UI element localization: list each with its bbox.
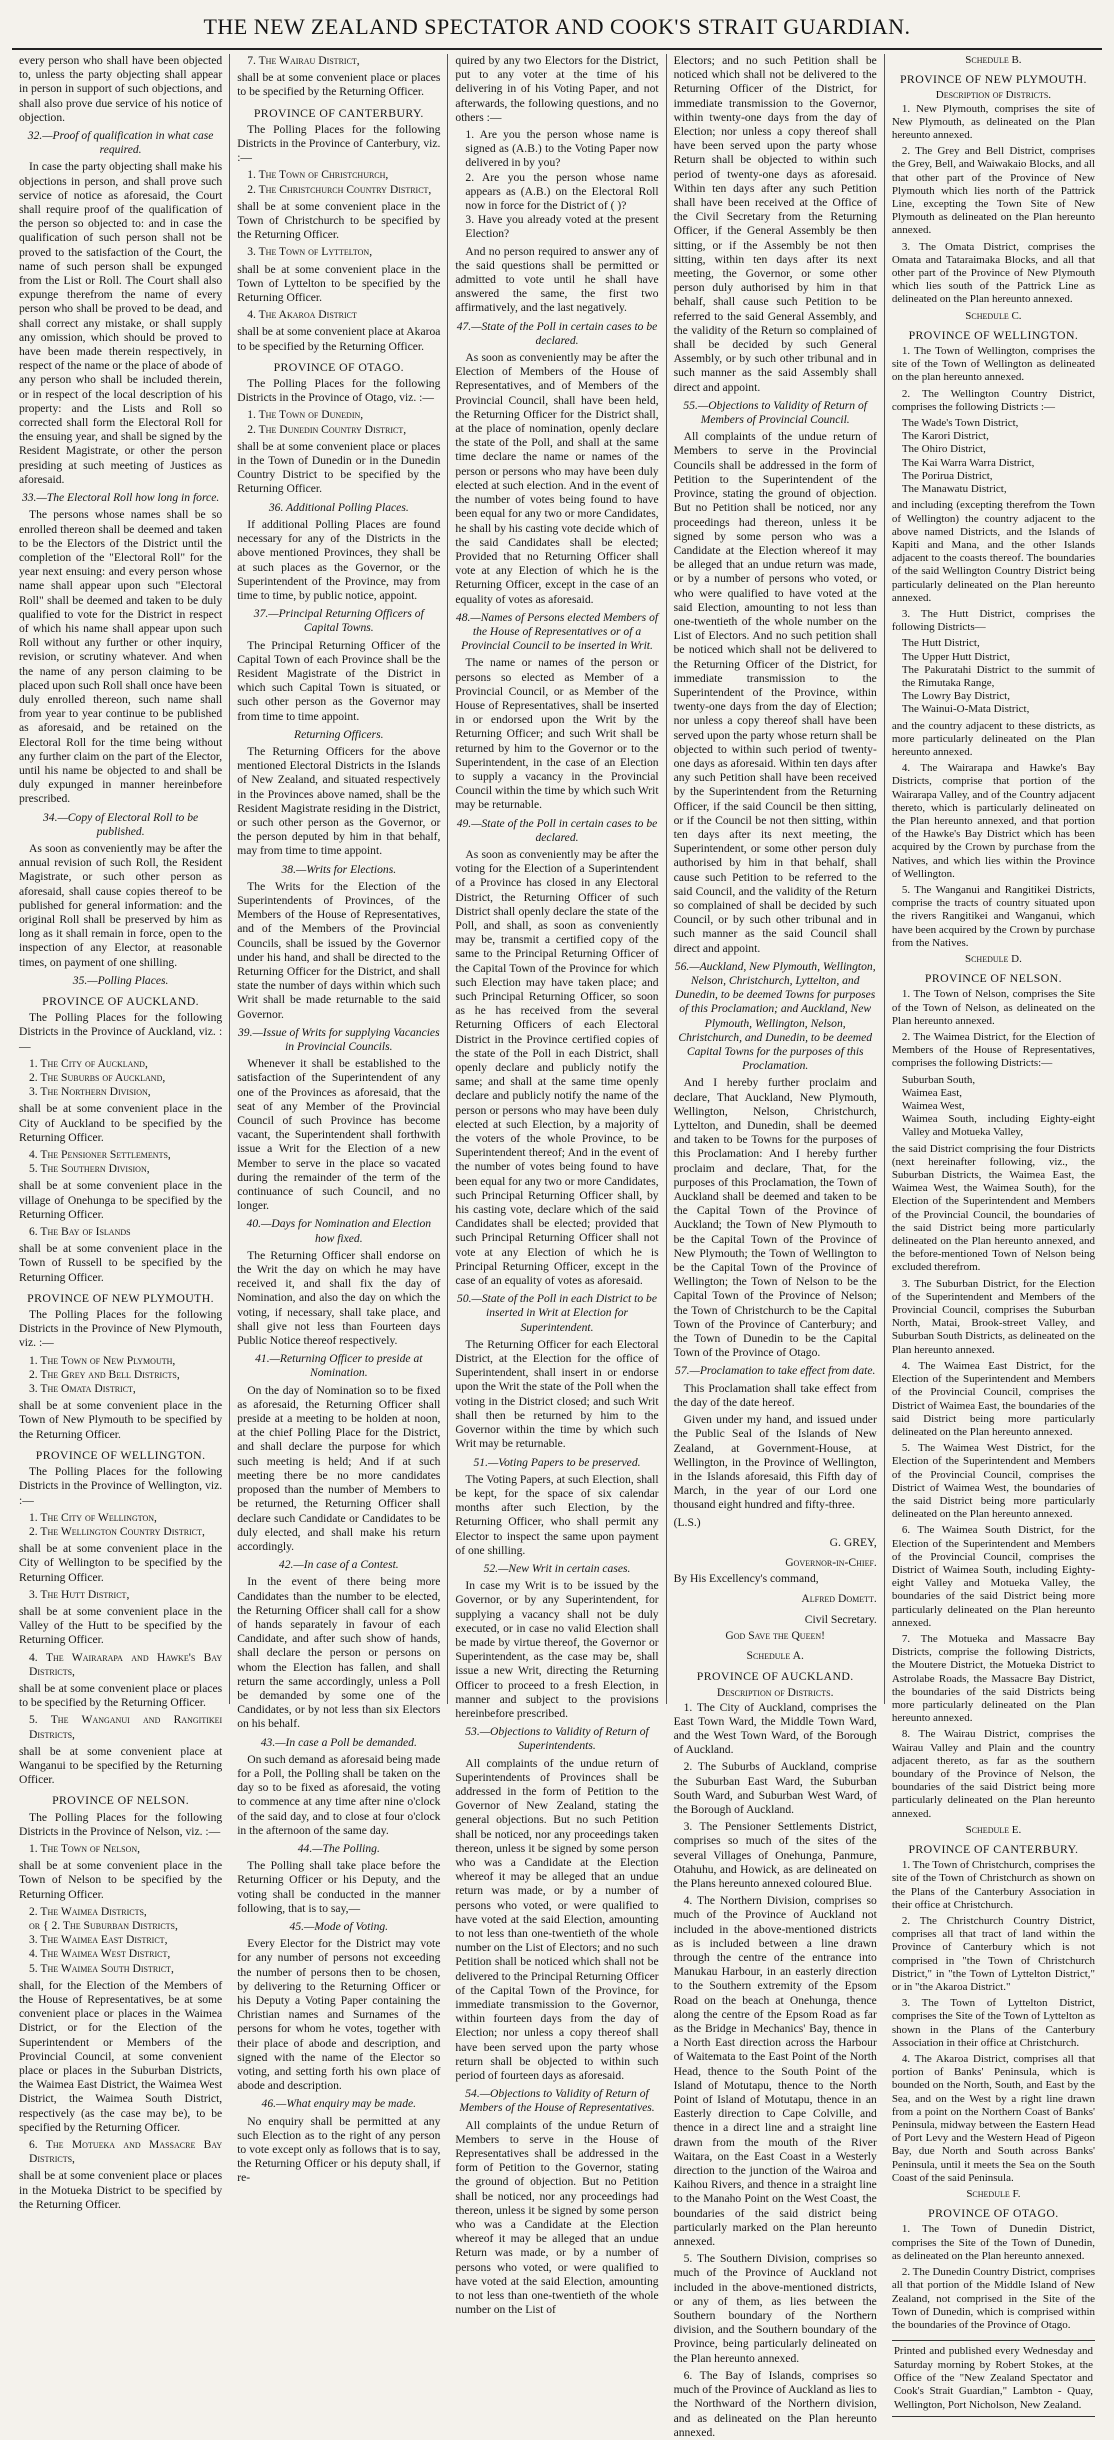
paragraph: shall be at some convenient place in the Town of Russell to be specified by the Returning Officer. (19, 1242, 223, 1284)
list-item: 1. The Town of New Plymouth, (29, 1353, 176, 1367)
paragraph: shall, for the Election of the Members of the House of Representatives, be at some convenient place or places in the Waimea District, or for the Election of the Superintendent or Members of the Provincial Council, at some convenient place or places in the Suburban Districts, the Waimea East District, the Waimea West District, the Waimea South District, respectively (as the case may be), to be specified by the Returning Officer. (19, 1978, 223, 2134)
list-item: The Lowry Bay District, (901, 690, 1010, 703)
paragraph: The Principal Returning Officer of the Capital Town of each Province shall be the Resident Magistrate of the District in which such Capital Town is situated, or such other person as the Governor may from time to time appoint. (237, 638, 441, 723)
paragraph: shall be at some convenient place in the Town of New Plymouth to be specified by the Returning Officer. (19, 1399, 223, 1441)
paragraph: quired by any two Electors for the District, put to any voter at the time of his delivering in of his Voting Paper, and not afterwards, the following questions, and no others :— (455, 54, 659, 124)
schedule-heading: Schedule E. (965, 1823, 1022, 1836)
section-heading: 52.—New Writ in certain cases. (483, 1561, 631, 1575)
description-heading: Description of Districts. (716, 1686, 834, 1700)
list-item: 2. The Dunedin Country District, (247, 422, 407, 436)
command-line: By His Excellency's command, (673, 1572, 819, 1586)
paragraph: The Polling shall take place before the Returning Officer or his Deputy, and the voting shall be conducted in the manner following, that is to say,— (237, 1859, 441, 1915)
paragraph: 3. The Hutt District, comprises the following Districts— (891, 607, 1096, 634)
paragraph: shall be at some convenient place in the Town of Lyttelton to be specified by the Returning Officer. (237, 262, 441, 305)
paragraph: 5. The Southern Division, comprises so much of the Province of Auckland not included in the above-mentioned districts, or any of them, as lies between the Southern boundary of the Northern division, and the Southern boundary of the Province, being particularly delineated on the Plan hereunto annexed. (673, 2252, 877, 2365)
list-item: The Kai Warra Warra District, (901, 456, 1035, 469)
paragraph: shall be at some convenient place or places in the Town of Dunedin or in the Dunedin Country District to be specified by the Returning Officer. (237, 439, 441, 496)
district-list (29, 2138, 222, 2166)
paragraph: and including (excepting therefrom the Town of Wellington) the country adjacent to the above named Districts, and the Islands of Kapiti and Mana, and the other Islands adjacent to the coasts thereof. The boundaries of the said Wellington Country District being particularly delineated on the Plan hereunto annexed. (891, 499, 1096, 604)
signature-title: Civil Secretary. (804, 1612, 877, 1626)
paragraph: If additional Polling Places are found necessary for any of the Districts in the above mentioned Provinces, they shall be at such places as the Governor, or the Superintendent of the Province, may from time to time, by public notice, appoint. (237, 517, 441, 602)
list-item: 2. The Wellington Country District, (29, 1524, 205, 1538)
column-5 (885, 54, 1102, 2411)
paragraph: 2. The Wellington Country District, comprises the following Districts :— (891, 387, 1096, 413)
paragraph: As soon as conveniently may be after the Election of Members of the House of Representatives, and of Members of the Provincial Council, shall have been held, the Returning Officer for the District shall, at the place of nomination, openly declare the state of the Poll, and shall at the same time declare the name or names of the person or persons who may have been duly elected at such election. And in the event of the number of votes being found to have been equal for any two or more Candidates, he shall by his casting vote decide which of the said Candidates shall be elected; Provided that no Returning Officer shall vote at any Election of which he is the Returning Officer, except in the case of an equality of votes as aforesaid. (455, 351, 659, 606)
section-heading: 46.—What enquiry may be made. (261, 2097, 417, 2111)
list-item: Waimea East, (901, 1086, 963, 1099)
district-list (247, 54, 440, 68)
paragraph: And I hereby further proclaim and declare, That Auckland, New Plymouth, Wellington, Nelson, Christchurch, Lyttelton, and Dunedin, shall be deemed and taken to be Towns for the purposes of this Proclamation: And I hereby further proclaim and declare, That, for the purposes of this Proclamation, the Town of Auckland shall be deemed and taken to be the Capital Town of the Province of Auckland; the Town of New Plymouth to be the Capital Town of the Province of New Plymouth; the Town of Wellington to be the Capital Town of the Province of Wellington; the Town of Nelson to be the Capital Town of the Province of Nelson; the Town of Christchurch to be the Capital Town of the Province of Canterbury; and the Town of Dunedin to be the Capital Town of the Province of Otago. (673, 1076, 877, 1360)
paragraph: The Polling Places for the following Districts in the Province of Nelson, viz. :— (19, 1810, 223, 1838)
closing-line: God Save the Queen! (725, 1628, 825, 1642)
masthead (12, 6, 1102, 50)
list-item: The Hutt District, (901, 637, 980, 650)
district-list (902, 417, 1095, 496)
paragraph: This Proclamation shall take effect from the day of the date hereof. (673, 1381, 877, 1409)
list-item: 2. The Christchurch Country District, (247, 182, 432, 196)
district-list (247, 245, 440, 259)
section-heading: 33.—The Electoral Roll how long in force. (21, 491, 220, 505)
section-heading: 37.—Principal Returning Officers of Capital Towns. (253, 607, 424, 635)
district-list (29, 1842, 222, 1856)
paragraph: 3. The Suburban District, for the Election of the Superintendent and Members of the Provincial Council, comprises the Suburban North, Matai, Brook-street Valley, and Suburban South Districts, as delineated on the Plan hereunto annexed. (891, 1277, 1096, 1356)
paragraph: 1. The Town of Nelson, comprises the Site of the Town of Nelson, as delineated on the Plan hereunto annexed. (891, 988, 1096, 1027)
list-item: The Upper Hutt District, (901, 650, 1010, 663)
section-heading: 36. Additional Polling Places. (268, 500, 409, 514)
list-item: Waimea West, (901, 1100, 965, 1113)
province-heading: PROVINCE OF AUCKLAND. (696, 1669, 854, 1684)
province-heading: PROVINCE OF NEW PLYMOUTH. (899, 72, 1087, 87)
list-item: 4. The Wairarapa and Hawke's Bay Districts, (29, 1650, 223, 1678)
paragraph: and the country adjacent to these districts, as more particularly delineated on the Plan hereunto annexed. (891, 719, 1096, 758)
section-heading: 43.—In case a Poll be demanded. (260, 1735, 417, 1749)
signature-title: Governor-in-Chief. (785, 1555, 877, 1569)
paragraph: 1. New Plymouth, comprises the site of New Plymouth, as delineated on the Plan hereunto annexed. (891, 102, 1096, 142)
paragraph: The Polling Places for the following Districts in the Province of Canterbury, viz. :— (237, 122, 441, 165)
newspaper-title: THE NEW ZEALAND SPECTATOR AND COOK'S STRAIT GUARDIAN. (203, 14, 911, 39)
paragraph: The Returning Officer shall endorse on the Writ the day on which he may have received it, and shall fix the day of Nomination, and also the day on which the voting, if necessary, shall take place, and shall give not less than Fourteen days Public Notice thereof respectively. (237, 1248, 441, 1348)
paragraph: 4. The Waimea East District, for the Election of the Superintendent and Members of the Provincial Council, comprises the District of Waimea East, the boundaries of the said District being more particularly delineated on the Plan hereunto annexed. (891, 1359, 1096, 1438)
section-heading: 49.—State of the Poll in certain cases to be declared. (456, 816, 658, 844)
list-item: 1. The City of Wellington, (29, 1510, 157, 1524)
section-heading: 32.—Proof of qualification in what case required. (27, 129, 214, 157)
list-item: 5. The Waimea South District, (29, 1961, 174, 1975)
paragraph: The persons whose names shall be so enrolled thereon shall be deemed and taken to be the Electors of the District until the completion of the "Electoral Roll" for the year next ensuing: and every person whose name shall appear upon such "Electoral Roll" shall be deemed and taken to be duly qualified to vote for the District in respect of which his name shall appear upon such Roll without any further or other inquiry, revision, or scrutiny whatever. And when the name of any person claiming to be placed upon such Roll shall once have been duly enrolled thereon, such name shall from year to year continue to be published as aforesaid, and be retained on the Electoral Roll for the time being without any further claim on the part of the Elector, until his name be objected to and shall be duly expunged in manner hereinbefore prescribed. (19, 508, 223, 806)
paragraph: In case my Writ is to be issued by the Governor, or by any Superintendent, for supplying a vacancy shall not be duly executed, or in case no valid Election shall be made by virtue thereof, the Governor or Superintendent, as the case may be, shall issue a new Writ, directing the Returning Officer to proceed to a fresh Election, in manner and subject to the provisions hereinbefore prescribed. (455, 1579, 659, 1720)
district-list (247, 308, 440, 322)
section-heading: 35.—Polling Places. (72, 973, 169, 987)
district-list (902, 637, 1095, 716)
list-item: 2. Are you the person whose name appears as (A.B.) on the Electoral Roll now in force for the District of ( )? (465, 170, 659, 213)
paragraph: On the day of Nomination so to be fixed as aforesaid, the Returning Officer shall preside at a meeting to be holden at noon, at the chief Polling Place for the District, and shall declare the purpose for which such meeting is held; And if at such meeting there be no more candidates proposed than the number of Members to be returned, the Returning Officer shall declare such Candidate or Candidates to be duly elected, and shall make his return accordingly. (237, 1383, 441, 1553)
section-heading: 42.—In case of a Contest. (278, 1558, 399, 1572)
list-item: 4. The Waimea West District, (29, 1947, 171, 1961)
list-item: 7. The Wairau District, (247, 54, 360, 67)
paragraph: 2. The Grey and Bell District, comprises the Grey, Bell, and Waiwakaio Blocks, and all that other part of the Province of New Plymouth which lies north of the Pattrick Line, excepting the Town Site of New Plymouth as delineated on the Plan hereunto annexed. (891, 145, 1096, 237)
paragraph: the said District comprising the four Districts (next hereinafter following, viz., the Suburban Districts, the Waimea East, the Waimea West, the Waimea South), for the Election of the Superintendent and Members of the Provincial Council, the boundaries of the said District being more particularly delineated on the Plan hereunto annexed, and the before-mentioned Town of Nelson being excluded therefrom. (891, 1142, 1096, 1274)
district-list (29, 1148, 222, 1176)
paragraph: 3. The Pensioner Settlements District, comprises so much of the sites of the several Villages of Onehunga, Panmure, Otahuhu, and Howick, as are delineated on the Plans hereunto annexed coloured Blue. (673, 1820, 877, 1890)
paragraph: 6. The Bay of Islands, comprises so much of the Province of Auckland as lies to the Northward of the Northern division, and as delineated on the Plan hereunto annexed. (673, 2368, 877, 2439)
question-list (465, 128, 658, 242)
province-heading: PROVINCE OF CANTERBURY. (908, 1842, 1079, 1856)
list-item: 6. The Motueka and Massacre Bay Districts, (29, 2138, 223, 2166)
section-heading: 54.—Objections to Validity of Return of Members of the House of Representatives. (459, 2087, 655, 2115)
list-item: 3. Have you already voted at the present Election? (465, 213, 659, 241)
list-item: The Wade's Town District, (901, 417, 1019, 430)
paragraph: shall be at some convenient place in the Town of Christchurch to be specified by the Returning Officer. (237, 199, 441, 242)
section-heading: 55.—Objections to Validity of Return of Members of Provincial Council. (683, 398, 867, 427)
section-heading: 39.—Issue of Writs for supplying Vacancies in Provincial Councils. (238, 1025, 440, 1053)
paragraph: Whenever it shall be established to the satisfaction of the Superintendent of any one of the Provinces as aforesaid, that the seat of any Member of the Provincial Council of such Province has become vacant, the Superintendent shall forthwith issue a Writ for the Election of a new Member to serve in the place so vacated during the remainder of the term of the continuance of such Council, and no longer. (237, 1057, 441, 1213)
district-list (29, 1057, 222, 1100)
paragraph: 7. The Motueka and Massacre Bay Districts, comprise the following Districts, the Moutere District, the Motueka District to Astrolabe Roads, the Massacre Bay District, the boundaries of the said Districts being more particularly delineated on the Plan hereunto annexed. (891, 1632, 1096, 1725)
province-heading: PROVINCE OF WELLINGTON. (35, 1447, 206, 1462)
column-2 (230, 54, 448, 2185)
district-list (29, 1713, 222, 1741)
province-heading: PROVINCE OF OTAGO. (928, 2206, 1059, 2221)
section-heading: 51.—Voting Papers to be preserved. (473, 1455, 641, 1469)
paragraph: shall be at some convenient place in the Town of Nelson to be specified by the Returning Officer. (19, 1859, 223, 1901)
paragraph: The Writs for the Election of the Superintendents of Provinces, of the Members of the House of Representatives, and of the Members of the Provincial Councils, shall be issued by the Governor under his hand, and shall be directed to the Returning Officer for the District, and shall state the number of days within which such Writ shall be made returnable to the said Governor. (237, 879, 441, 1021)
list-item: Suburban South, (901, 1073, 976, 1086)
paragraph: The Polling Places for the following Districts in the Province of Otago, viz. :— (237, 377, 441, 405)
paragraph: 2. The Suburbs of Auckland, comprise the Suburban East Ward, the Suburban South Ward, and Suburban West Ward, of the Borough of Auckland. (673, 1760, 877, 1816)
paragraph: 3. The Town of Lyttelton District, comprises the Site of the Town of Lyttelton as shown in the Plans of the Canterbury Association in their office at Christchurch. (891, 1997, 1096, 2049)
paragraph: Given under my hand, and issued under the Public Seal of the Islands of New Zealand, at Government-House, at Wellington, in the Province of Wellington, in the Islands aforesaid, this Fifth day of March, in the year of our Lord one thousand eight hundred and fifty-three. (673, 1413, 877, 1512)
paragraph: 1. The Town of Christchurch, comprises the site of the Town of Christchurch as shown on the Plans of the Canterbury Association in their office at Christchurch. (891, 1859, 1096, 1911)
paragraph: 1. The City of Auckland, comprises the East Town Ward, the Middle Town Ward, and the West Town Ward, of the Borough of Auckland. (673, 1700, 877, 1757)
list-item: 2. The Waimea Districts, (29, 1904, 147, 1918)
list-item: The Porirua District, (901, 469, 993, 482)
section-heading: 50.—State of the Poll in each District to be inserted in Writ at Election for Superintendent. (457, 1292, 657, 1334)
province-heading: PROVINCE OF AUCKLAND. (42, 994, 200, 1008)
list-item: 6. The Bay of Islands (29, 1225, 131, 1239)
paragraph: The Polling Places for the following Districts in the Province of Wellington, viz. :— (19, 1465, 223, 1507)
paragraph: All complaints of the undue Return of Members to serve in the House of Representatives shall be addressed in the form of Petition to the Governor, stating the ground of objection. But no Petition shall be noticed, nor any proceedings had thereon, unless it be signed by some person who was a Candidate at the Election whereof it may be alleged that an undue Return was made, or by a number of persons who voted, or were qualified to have voted at the said Election, amounting to not less than one-twentieth of the whole number on the List of (455, 2118, 659, 2317)
column-1 (12, 54, 230, 2211)
paragraph: shall be at some convenient place in the City of Wellington to be specified by the Returning Officer. (19, 1542, 223, 1584)
district-list (29, 1905, 222, 1976)
seal-label: (L.S.) (673, 1515, 701, 1529)
paragraph: And no person required to answer any of the said questions shall be permitted or admitted to vote until he shall have answered the same, the first two affirmatively, and the last negatively. (455, 244, 659, 315)
district-list (29, 1225, 222, 1239)
section-heading: 40.—Days for Nomination and Election how fixed. (246, 1217, 432, 1245)
section-heading: 56.—Auckland, New Plymouth, Wellington, Nelson, Christchurch, Lyttelton, and Dunedin, to be deemed Towns for purposes of this Proclamation; and Auckland, New Plymouth, Wellington, Nelson, Christchurch, and Dunedin, to be deemed Capital Towns for the purposes of this Proclamation. (674, 959, 876, 1073)
list-item: The Ohiro District, (901, 443, 986, 456)
list-item: Waimea South, including Eighty-eight Valley and Motueka Valley, (901, 1113, 1096, 1139)
paragraph: shall be at some convenient place in the Valley of the Hutt to be specified by the Returning Officer. (19, 1604, 223, 1647)
paragraph: In the event of there being more Candidates than the number to be elected, the Returning Officer shall call for a show of hands separately in favour of each Candidate, and after such show of hands, shall declare the person or persons on whom the Election has fallen, and shall return the same accordingly, unless a Poll be demanded by some one of the Candidates, or by not less than six Electors on his behalf. (237, 1575, 441, 1731)
paragraph: shall be at some convenient place or places to be specified by the Returning Officer. (19, 1681, 223, 1710)
section-heading: 34.—Copy of Electoral Roll to be published. (42, 810, 199, 838)
description-heading: Description of Districts. (935, 89, 1052, 102)
paragraph: 4. The Wairarapa and Hawke's Bay Districts, comprise that portion of the Wairarapa Valley, and of the Country adjacent thereto, which is particularly delineated on the Plan hereunto annexed, and that portion of the Hawke's Bay District which has been acquired by the Crown by purchase from the Natives, and which lies within the Province of Wellington. (891, 762, 1096, 880)
paragraph: shall be at some convenient place in the village of Onehunga to be specified by the Returning Officer. (19, 1179, 223, 1221)
schedule-heading: Schedule D. (964, 953, 1022, 965)
section-heading: Returning Officers. (294, 727, 384, 741)
list-item: 5. The Wanganui and Rangitikei Districts, (29, 1713, 223, 1741)
list-item: 2. The Grey and Bell Districts, (29, 1367, 180, 1381)
paragraph: 2. The Dunedin Country District, comprises all that portion of the Middle Island of New Zealand, not comprised in the Site of the Town of Dunedin, which is comprised within the boundaries of the Province of Otago. (891, 2266, 1096, 2331)
section-heading: 53.—Objections to Validity of Return of Superintendents. (465, 1725, 649, 1753)
province-heading: PROVINCE OF OTAGO. (273, 359, 405, 374)
paragraph: As soon as conveniently may be after the annual revision of such Roll, the Resident Magistrate, or such other person as aforesaid, shall cause copies thereof to be published for general information: and the original Roll shall be preserved by him as long as it shall remain in force, open to the inspection of any Elector, at reasonable times, on payment of one shilling. (19, 841, 223, 969)
section-heading: 38.—Writs for Elections. (281, 862, 397, 876)
paragraph: 2. The Waimea District, for the Election of Members of the House of Representatives, comprises the following Districts:— (891, 1031, 1096, 1070)
paragraph: 1. The Town of Wellington, comprises the site of the Town of Wellington as delineated on the plan hereunto annexed. (891, 345, 1096, 384)
province-heading: PROVINCE OF NELSON. (924, 971, 1062, 986)
district-list (29, 1511, 222, 1539)
paragraph: 3. The Omata District, comprises the Omata and Tataraimaka Blocks, and all that other part of the Province of New Plymouth which lies south of the Pattrick Line as delineated on the Plan hereunto annexed. (891, 240, 1096, 306)
paragraph: All complaints of the undue return of Superintendents of Provinces shall be addressed in the form of Petition to the Governor of New Zealand, stating the general objections. But no such Petition shall be noticed, nor any proceedings taken thereon, unless it be signed by some person who was a Candidate at the Election whereof it may be alleged that an undue return was made, or by a number of persons who voted, or were qualified to have voted at the said Election, amounting to not less than one-twentieth of the whole number on the List of Electors; and no such Petition shall be noticed which shall not be delivered to the Principal Returning Officer of the Capital Town of the Province, for immediate transmission to the Governor, within fourteen days from the day of Election; nor unless a copy thereof shall have been served upon the party whose return shall be objected to within such period of fourteen days as aforesaid. (455, 1756, 659, 2083)
list-item: 1. Are you the person whose name is signed as (A.B.) to the Voting Paper now delivered in by you? (465, 128, 659, 170)
province-heading: PROVINCE OF WELLINGTON. (908, 327, 1079, 342)
paragraph: All complaints of the undue return of Members to serve in the Provincial Councils shall be addressed in the form of Petition to the Superintendent of the Province, stating the ground of objection. But no Petition shall be noticed, nor any proceedings had thereon, unless it be signed by some person who was a Candidate at the Election whereof it may be alleged that an undue return was made, or by a number of persons who voted, or who were qualified to have voted at the said Election, amounting to not less than one-twentieth of the whole number on the List of Electors. And no such petition shall be noticed which shall not be delivered to the Returning Officer of the District, for immediate transmission to the Superintendent of the Province, within twenty-one days from the day of Election; nor unless a copy thereof shall have been served upon the party whose return shall be objected to within such period of twenty-one days as aforesaid. Within ten days after any such Petition shall have been received by the Superintendent from the Returning Officer, if the said Council be then sitting, or if the Council be not then sitting, within ten days after its next meeting, the Superintendent, or some other person duly authorised by him in that behalf, shall cause such Petition to be referred to the said Council, and the validity of the Return so complained of shall be decided by such Council, or by such other tribunal and in such manner as the said Council shall direct and appoint. (673, 430, 877, 955)
paragraph: No enquiry shall be permitted at any such Election as to the right of any person to vote except only as follows that is to say, the Returning Officer or his deputy shall, if re- (237, 2114, 441, 2185)
paragraph: As soon as conveniently may be after the voting for the Election of a Superintendent of a Province has closed in any Electoral District, the Returning Officer of such District shall openly declare the state of the Poll, and shall, as soon as conveniently may be, transmit a certified copy of the same to the Principal Returning Officer of the Capital Town of the Province for which such Election may have taken place; and such Principal Returning Officer, so soon as he has received from the several Returning Officers of each Electoral District in the Province certified copies of the state of the Poll in each District, shall openly declare and publicly notify the same; and shall at the same time openly declare and publicly notify the name of the person or persons who may have been duly elected at such Election, by a majority of the voters of the whole Province, to be Superintendent thereof; And in the event of the number of votes being found to have been equal for any two or more Candidates, such Principal Returning Officer shall, by his casting vote, declare which of the said Candidates shall be elected; provided that such Principal Returning Officer shall not vote at any Election of which he is Principal Returning Officer, except in the case of an equality of votes as aforesaid. (455, 847, 659, 1288)
paragraph: Electors; and no such Petition shall be noticed which shall not be delivered to the Returning Officer of the District, for immediate transmission to the Governor, within twenty-one days from the day of Election; nor unless a copy thereof shall have been served upon the party whose Return shall be objected to within such period of twenty-one days as aforesaid. Within ten days after any such Petition shall have been received at the Office of the Civil Secretary from the Returning Officer, if the General Assembly be then sitting, or if the Assembly be not then sitting, within ten days after its next meeting, the Governor, or some other person duly authorised by him in that behalf, shall cause such Petition to be referred to the said General Assembly, and the validity of the Return so complained of shall be decided by such General Assembly, or by such other tribunal and in such manner as the said Assembly shall direct and appoint. (673, 54, 877, 394)
district-list (29, 1651, 222, 1679)
list-item: 5. The Southern Division, (29, 1162, 150, 1176)
list-item: The Karori District, (901, 430, 989, 443)
schedule-heading: Schedule F. (966, 2188, 1021, 2201)
schedule-heading: Schedule A. (746, 1648, 804, 1662)
paragraph: 5. The Wanganui and Rangitikei Districts, comprise the tracts of country situated upon the rivers Rangitikei and Wanganui, which have been acquired by the Crown by purchase from the Natives. (891, 883, 1096, 949)
paragraph: The Polling Places for the following Districts in the Province of New Plymouth, viz. :— (19, 1308, 223, 1350)
paragraph: every person who shall have been objected to, unless the party objecting shall appear in person in support of such objections, and shall also prove due service of his notice of objection. (19, 54, 223, 124)
list-item: 1. The City of Auckland, (29, 1056, 148, 1070)
list-item: The Wainui-O-Mata District, (901, 703, 1030, 716)
paragraph: Every Elector for the District may vote for any number of persons not exceeding the number of persons then to be chosen, by delivering to the Returning Officer or his Deputy a Voting Paper containing the Christian names and Surnames of the persons for whom he votes, together with their place of abode and description, and signed with the name of the Elector so voting, and setting forth his own place of abode and description. (237, 1937, 441, 2093)
signature: G. GREY, (829, 1535, 877, 1549)
list-item: 1. The Town of Dunedin, (247, 408, 364, 422)
list-item: The Pakuratahi District to the summit of the Rimutaka Range, (901, 663, 1096, 689)
signature: Alfred Domett. (801, 1592, 877, 1606)
section-heading: 41.—Returning Officer to preside at Nomination. (255, 1352, 423, 1380)
schedule-heading: Schedule B. (965, 54, 1022, 66)
list-item: The Manawatu District, (901, 483, 1007, 496)
column-4 (667, 54, 885, 2439)
paragraph: The Voting Papers, at such Election, shall be kept, for the space of six calendar months after such Election, by the Returning Officer, who shall permit any Elector to inspect the same upon payment of one shilling. (455, 1472, 659, 1557)
section-heading: 48.—Names of Persons elected Members of the House of Representatives or of a Provincial Council to be inserted in Writ. (455, 610, 659, 653)
list-item: 1. The Town of Nelson, (29, 1841, 141, 1855)
list-item: 3. The Northern Division, (29, 1085, 151, 1099)
paragraph: shall be at some convenient place or places to be specified by the Returning Officer. (237, 71, 441, 99)
list-item: 2. The Suburbs of Auckland, (29, 1071, 166, 1085)
column-3 (448, 54, 666, 2317)
list-item: 1. The Town of Christchurch, (247, 168, 389, 182)
list-item: or { 2. The Suburban Districts, (29, 1918, 178, 1932)
district-list (247, 408, 440, 436)
section-heading: 47.—State of the Poll in certain cases to be declared. (456, 319, 658, 347)
paragraph: 2. The Christchurch Country District, comprises all that tract of land within the Province of Canterbury which is not comprised in "the Town of Christchurch District," in "the Town of Lyttelton District," or in "the Akaroa District." (891, 1915, 1096, 1994)
paragraph: The Returning Officer for each Electoral District, at the Election for the office of Superintendent, shall insert in or endorse upon the Writ the state of the Poll when the voting in the District closed; and such Writ shall then be returned by him to the Governor within the time by which such Writ may be returnable. (455, 1337, 659, 1451)
paragraph: The name or names of the person or persons so elected as Member of a Provincial Council, or as Member of the House of Representatives, shall be inserted in or endorsed upon the Writ by the Returning Officer; and such Writ shall be returned by him to the Governor or to the Superintendent, in the case of an Election to supply a vacancy in the Provincial Council within the time by which such Writ may be returnable. (455, 656, 659, 812)
paragraph: shall be at some convenient place at Wanganui to be specified by the Returning Officer. (19, 1744, 223, 1787)
list-item: 3. The Town of Lyttelton, (247, 245, 373, 259)
paragraph: On such demand as aforesaid being made for a Poll, the Polling shall be taken on the day so to be fixed as aforesaid, the voting to commence at any time after nine o'clock of the said day, and to close at four o'clock in the afternoon of the same day. (237, 1752, 441, 1837)
province-heading: PROVINCE OF NELSON. (52, 1793, 190, 1808)
list-item: 3. The Omata District, (29, 1382, 136, 1396)
section-heading: 44.—The Polling. (297, 1841, 380, 1855)
paragraph: In case the party objecting shall make his objections in person, and shall prove such service of notice as aforesaid, the Court shall require proof of the qualification of the person so objected to: and in case the qualification of such person shall not be proved to the satisfaction of the Court, the name of such person shall be expunged from the List or Roll. The Court shall also expunge therefrom the name of every person who shall be proved to be dead, and shall correct any mistake, or shall supply any omission, which should be proved to have been made therein respectively, in respect of the name or the place of abode of any person who shall be included therein, or in respect of the local description of his property: and the Lists and Roll so corrected shall form the Electoral Roll for the ensuing year, and shall be signed by the Resident Magistrate, or other the person presiding at such meeting of Justices as aforesaid. (19, 160, 223, 486)
list-item: 4. The Pensioner Settlements, (29, 1148, 171, 1162)
paragraph: 5. The Waimea West District, for the Election of the Superintendent and Members of the Provincial Council, comprises the District of Waimea West, the boundaries of the said District being more particularly delineated on the Plan hereunto annexed. (891, 1442, 1096, 1521)
schedule-heading: Schedule C. (965, 309, 1022, 322)
section-heading: 57.—Proclamation to take effect from date. (675, 1364, 876, 1378)
section-heading: 45.—Mode of Voting. (289, 1919, 389, 1933)
printer-imprint: Printed and published every Wednesday and Saturday morning by Robert Stokes, at the Office of the "New Zealand Spectator and Cook's Strait Guardian," Lambton - Quay, Wellington, Port Nicholson, New Zealand. (892, 2340, 1095, 2417)
paragraph: 6. The Waimea South District, for the Election of the Superintendent and Members of the Provincial Council, comprises the District of Waimea South, including Eighty-eight Valley and Motueka Valley, the boundaries of the said District being more particularly delineated on the Plan hereunto annexed. (891, 1524, 1096, 1629)
list-item: 3. The Hutt District, (29, 1587, 130, 1601)
district-list (29, 1588, 222, 1602)
paragraph: shall be at some convenient place at Akaroa to be specified by the Returning Officer. (237, 325, 441, 353)
paragraph: 4. The Akaroa District, comprises all that portion of Banks' Peninsula, which is bounded on the North, South, and East by the Sea, and on the West by a right line drawn from a point on the Northern Coast of Banks' Peninsula, midway between the Eastern Head of Port Levy and the Western Head of Pigeon Bay, due North and South across Banks' Peninsula, until it meets the Sea on the South Coast of the said Peninsula. (891, 2053, 1096, 2184)
paragraph: The Returning Officers for the above mentioned Electoral Districts in the Islands of New Zealand, and situated respectively in the Provinces above named, shall be the Resident Magistrate residing in the District, or such other person as the Governor, or the person deputed by him in that behalf, may from time to time appoint. (237, 744, 441, 858)
paragraph: The Polling Places for the following Districts in the Province of Auckland, viz. :— (19, 1011, 223, 1053)
paragraph: 1. The Town of Dunedin District, comprises the Site of the Town of Dunedin, as delineated on the Plan hereunto annexed. (891, 2223, 1096, 2262)
district-list (902, 1074, 1095, 1140)
list-item: 3. The Waimea East District, (29, 1933, 168, 1947)
columns (12, 54, 1102, 2439)
paragraph: shall be at some convenient place or places in the Motueka District to be specified by the Returning Officer. (19, 2169, 223, 2211)
paragraph: 4. The Northern Division, comprises so much of the Province of Auckland not included in the above-mentioned districts as is included between a line drawn through the centre of the entrance into Manukau Harbour, in an easterly direction to the Southern extremity of the Epsom Road on the beach at Onehunga, thence along the centre of the Epsom Road as far as the Bridge in Mechanics' Bay, thence in a North East direction across the Harbour of Waitemata to the East Point of the North Head, thence to the South Point of the Island of Motutapu, thence to the North Point of Island of Motutapu, thence in an Easterly direction to Cape Colville, and thence in a direct line and a straight line drawn from the mouth of the River Waitara, on the East Coast in a Westerly direction to the junction of the Wairoa and Kaihou Rivers, and thence in a straight line to the Manaho Point on the West Coast, the boundaries of the said district being particularly marked on the Plan hereunto annexed. (673, 1894, 877, 2249)
paragraph: shall be at some convenient place in the City of Auckland to be specified by the Returning Officer. (19, 1102, 223, 1144)
district-list (29, 1354, 222, 1397)
province-heading: PROVINCE OF CANTERBURY. (253, 105, 424, 120)
province-heading: PROVINCE OF NEW PLYMOUTH. (27, 1290, 215, 1305)
paragraph: 8. The Wairau District, comprises the Wairau Valley and Plain and the country adjacent thereto, as far as the southern boundary of the Province of Nelson, the boundaries of the said District being more particularly delineated on the Plan hereunto annexed. (891, 1728, 1096, 1820)
district-list (247, 168, 440, 196)
list-item: 4. The Akaroa District (247, 308, 357, 322)
